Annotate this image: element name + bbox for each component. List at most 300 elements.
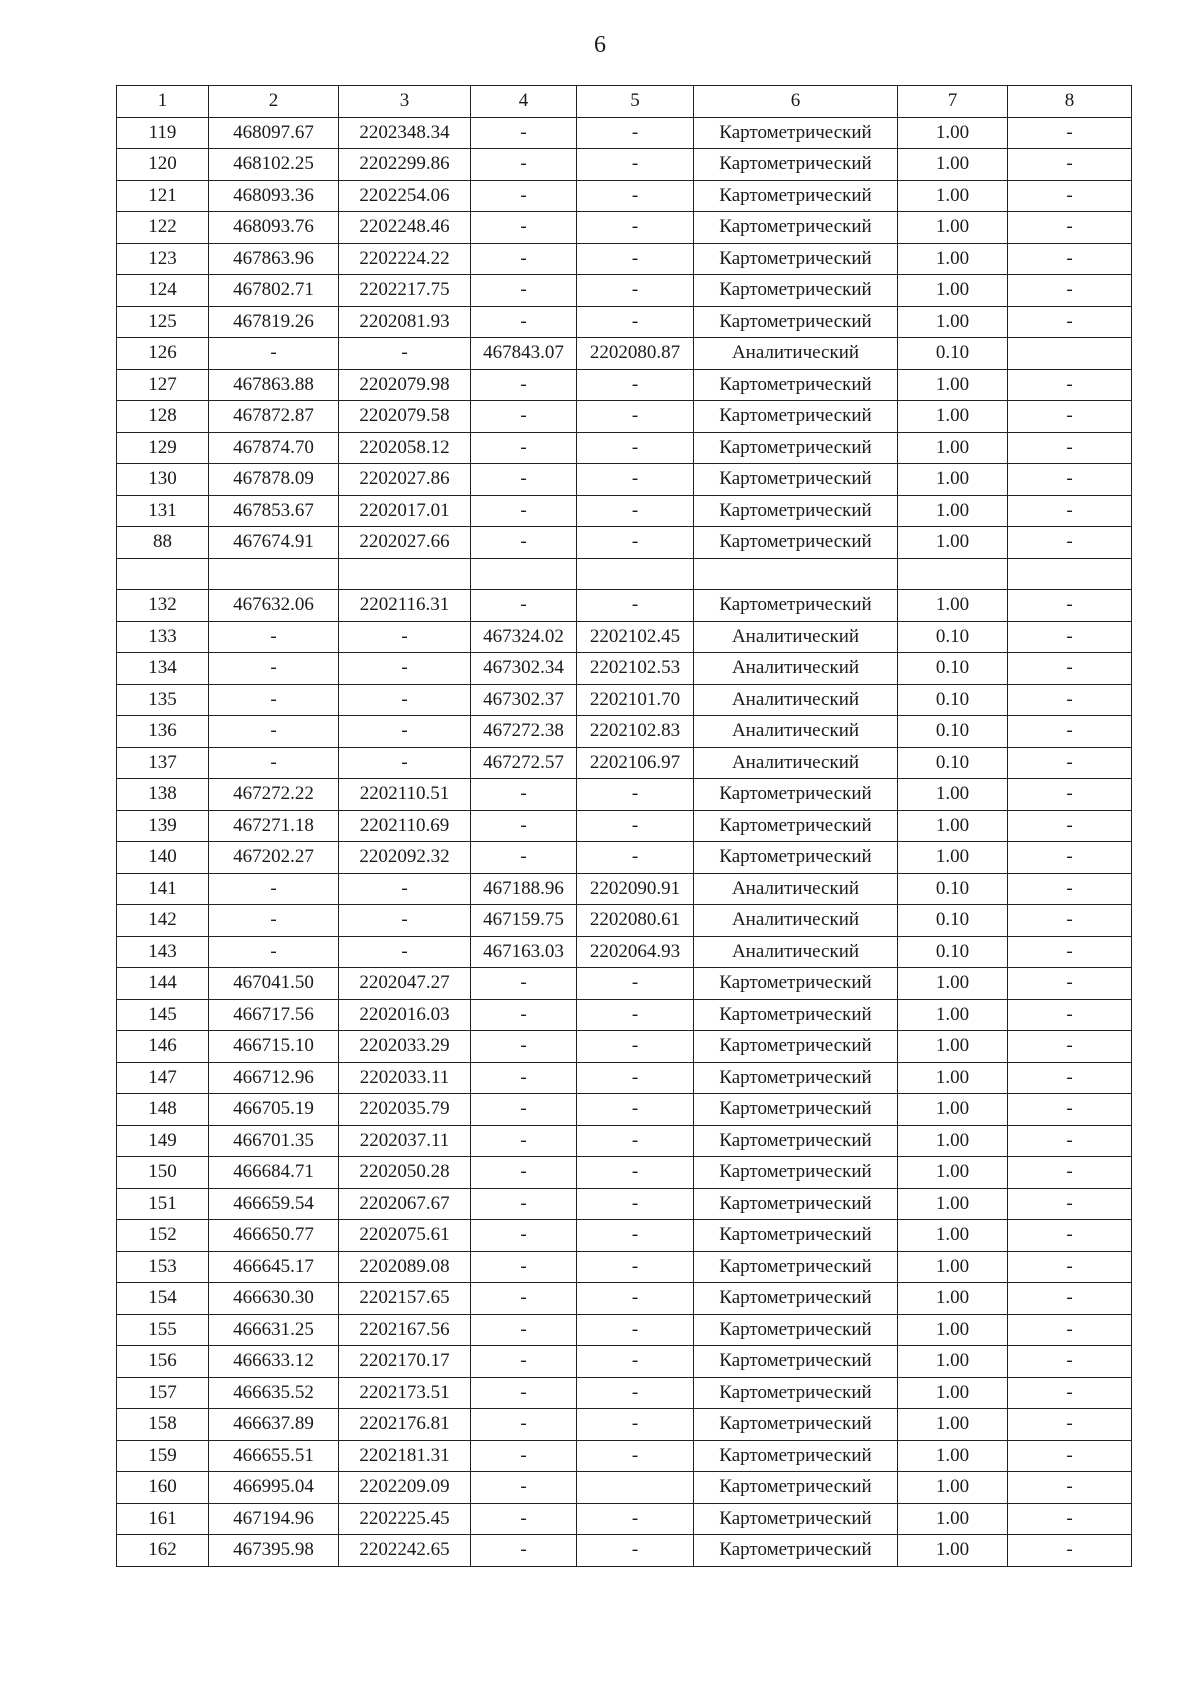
table-cell: Аналитический	[694, 338, 898, 370]
table-cell: -	[577, 1220, 694, 1252]
table-cell: -	[577, 306, 694, 338]
table-cell: 2202248.46	[339, 212, 471, 244]
table-cell: 467632.06	[209, 590, 339, 622]
table-cell: -	[1008, 1346, 1132, 1378]
table-row	[117, 527, 1132, 559]
table-row	[117, 716, 1132, 748]
table-cell: -	[471, 590, 577, 622]
table-cell: 131	[117, 495, 209, 527]
table-cell: Аналитический	[694, 653, 898, 685]
table-cell: 2202047.27	[339, 968, 471, 1000]
table-cell: 126	[117, 338, 209, 370]
table-cell: -	[577, 1503, 694, 1535]
table-cell: 137	[117, 747, 209, 779]
table-cell: 467878.09	[209, 464, 339, 496]
table-cell: 143	[117, 936, 209, 968]
table-cell: 466655.51	[209, 1440, 339, 1472]
table-cell: 466715.10	[209, 1031, 339, 1063]
table-cell: -	[339, 338, 471, 370]
table-cell: 2202102.45	[577, 621, 694, 653]
table-cell: -	[1008, 432, 1132, 464]
table-cell: -	[577, 1094, 694, 1126]
table-cell: -	[339, 684, 471, 716]
table-cell: 152	[117, 1220, 209, 1252]
table-row	[117, 684, 1132, 716]
table-cell: 135	[117, 684, 209, 716]
table-cell: 1.00	[898, 1188, 1008, 1220]
table-cell: Картометрический	[694, 117, 898, 149]
table-cell: -	[339, 747, 471, 779]
table-cell: -	[1008, 905, 1132, 937]
table-cell: Картометрический	[694, 1503, 898, 1535]
table-cell: -	[1008, 527, 1132, 559]
table-row	[117, 1031, 1132, 1063]
table-cell: 1.00	[898, 1062, 1008, 1094]
table-cell	[1008, 338, 1132, 370]
table-row	[117, 779, 1132, 811]
header-cell: 6	[694, 86, 898, 118]
table-cell: Картометрический	[694, 1283, 898, 1315]
table-cell: 0.10	[898, 621, 1008, 653]
table-cell: 2202016.03	[339, 999, 471, 1031]
table-cell: 2202176.81	[339, 1409, 471, 1441]
table-cell: 120	[117, 149, 209, 181]
table-cell: -	[471, 1125, 577, 1157]
table-cell: -	[577, 1377, 694, 1409]
table-cell: -	[471, 842, 577, 874]
table-cell: -	[577, 1314, 694, 1346]
table-cell: Аналитический	[694, 716, 898, 748]
table-cell: -	[1008, 306, 1132, 338]
table-cell: Картометрический	[694, 149, 898, 181]
table-cell: -	[471, 401, 577, 433]
table-cell: -	[577, 275, 694, 307]
table-cell: -	[1008, 1094, 1132, 1126]
table-cell: -	[471, 968, 577, 1000]
table-cell: Картометрический	[694, 1440, 898, 1472]
table-cell: -	[577, 1188, 694, 1220]
table-cell: 467872.87	[209, 401, 339, 433]
table-cell: -	[471, 1062, 577, 1094]
table-cell: 467819.26	[209, 306, 339, 338]
header-cell: 8	[1008, 86, 1132, 118]
table-cell: 1.00	[898, 1377, 1008, 1409]
table-cell: -	[577, 527, 694, 559]
table-cell: -	[209, 338, 339, 370]
table-cell	[577, 558, 694, 590]
table-cell: -	[471, 306, 577, 338]
table-cell: 466717.56	[209, 999, 339, 1031]
table-cell: -	[1008, 1188, 1132, 1220]
table-cell: Картометрический	[694, 1094, 898, 1126]
table-cell: -	[577, 1251, 694, 1283]
table-cell: -	[577, 432, 694, 464]
table-cell: -	[577, 1535, 694, 1567]
table-cell: -	[209, 621, 339, 653]
table-cell: -	[1008, 968, 1132, 1000]
table-cell: 0.10	[898, 747, 1008, 779]
table-cell: 1.00	[898, 1472, 1008, 1504]
table-cell: 466659.54	[209, 1188, 339, 1220]
table-cell: -	[1008, 621, 1132, 653]
table-cell: Картометрический	[694, 1346, 898, 1378]
table-cell: -	[1008, 1472, 1132, 1504]
table-cell: 2202037.11	[339, 1125, 471, 1157]
table-cell: 149	[117, 1125, 209, 1157]
table-cell: 2202080.61	[577, 905, 694, 937]
table-cell: 467041.50	[209, 968, 339, 1000]
table-cell: 2202027.86	[339, 464, 471, 496]
table-cell: 2202050.28	[339, 1157, 471, 1189]
table-cell: -	[471, 1535, 577, 1567]
table-cell: 2202225.45	[339, 1503, 471, 1535]
table-cell: -	[1008, 117, 1132, 149]
table-cell: -	[471, 1157, 577, 1189]
table-cell: 160	[117, 1472, 209, 1504]
table-cell: -	[1008, 243, 1132, 275]
table-cell: 466645.17	[209, 1251, 339, 1283]
header-cell: 3	[339, 86, 471, 118]
table-cell: 1.00	[898, 590, 1008, 622]
table-cell	[898, 558, 1008, 590]
table-cell: -	[1008, 1535, 1132, 1567]
table-row	[117, 401, 1132, 433]
table-row	[117, 1094, 1132, 1126]
table-cell: 128	[117, 401, 209, 433]
table-cell: -	[577, 1157, 694, 1189]
table-cell: 467395.98	[209, 1535, 339, 1567]
table-cell: 467194.96	[209, 1503, 339, 1535]
table-cell	[471, 558, 577, 590]
table-cell: -	[471, 1377, 577, 1409]
table-cell: 162	[117, 1535, 209, 1567]
table-cell: 1.00	[898, 842, 1008, 874]
table-cell: -	[1008, 1062, 1132, 1094]
table-cell: -	[577, 1409, 694, 1441]
table-cell: Картометрический	[694, 999, 898, 1031]
table-cell: 121	[117, 180, 209, 212]
table-cell: -	[1008, 1503, 1132, 1535]
table-cell: -	[1008, 1409, 1132, 1441]
table-cell: 148	[117, 1094, 209, 1126]
table-cell: 141	[117, 873, 209, 905]
table-cell: -	[471, 1346, 577, 1378]
table-cell: 136	[117, 716, 209, 748]
table-cell: -	[1008, 716, 1132, 748]
table-cell: 1.00	[898, 1094, 1008, 1126]
table-cell: 2202102.83	[577, 716, 694, 748]
table-cell: 155	[117, 1314, 209, 1346]
table-cell: 125	[117, 306, 209, 338]
page-number: 6	[594, 32, 606, 58]
table-cell: 467874.70	[209, 432, 339, 464]
table-cell: 2202035.79	[339, 1094, 471, 1126]
table-cell: Картометрический	[694, 432, 898, 464]
table-cell: 154	[117, 1283, 209, 1315]
table-row	[117, 117, 1132, 149]
table-row	[117, 212, 1132, 244]
header-cell: 4	[471, 86, 577, 118]
table-cell: 2202116.31	[339, 590, 471, 622]
table-row	[117, 464, 1132, 496]
table-cell: -	[471, 495, 577, 527]
table-cell: -	[339, 905, 471, 937]
table-cell: -	[1008, 1157, 1132, 1189]
table-cell: 129	[117, 432, 209, 464]
table-cell: Картометрический	[694, 1409, 898, 1441]
table-row	[117, 1472, 1132, 1504]
table-cell: -	[1008, 180, 1132, 212]
table-cell: 2202106.97	[577, 747, 694, 779]
table-cell: Картометрический	[694, 1125, 898, 1157]
table-cell: 0.10	[898, 653, 1008, 685]
table-cell: 1.00	[898, 149, 1008, 181]
table-cell: 2202254.06	[339, 180, 471, 212]
table-cell: 467272.57	[471, 747, 577, 779]
table-cell: 467272.22	[209, 779, 339, 811]
table-row	[117, 873, 1132, 905]
table-cell: -	[577, 842, 694, 874]
table-cell: 153	[117, 1251, 209, 1283]
table-cell: 122	[117, 212, 209, 244]
table-cell: Аналитический	[694, 684, 898, 716]
table-cell: -	[1008, 810, 1132, 842]
table-cell: -	[471, 1472, 577, 1504]
table-row	[117, 306, 1132, 338]
table-cell: 467802.71	[209, 275, 339, 307]
table-cell: 1.00	[898, 779, 1008, 811]
table-cell: 1.00	[898, 275, 1008, 307]
table-cell: -	[209, 653, 339, 685]
table-cell: 1.00	[898, 1346, 1008, 1378]
table-cell: 2202102.53	[577, 653, 694, 685]
table-cell: -	[339, 621, 471, 653]
table-cell: 467843.07	[471, 338, 577, 370]
table-cell: 466633.12	[209, 1346, 339, 1378]
table-cell: 1.00	[898, 306, 1008, 338]
table-cell: 466684.71	[209, 1157, 339, 1189]
table-cell: -	[471, 1094, 577, 1126]
table-row	[117, 1062, 1132, 1094]
header-cell: 2	[209, 86, 339, 118]
table-cell: 2202033.11	[339, 1062, 471, 1094]
table-cell: Картометрический	[694, 1157, 898, 1189]
table-cell: 466637.89	[209, 1409, 339, 1441]
table-cell	[1008, 558, 1132, 590]
table-cell: 146	[117, 1031, 209, 1063]
table-cell: Картометрический	[694, 1314, 898, 1346]
table-cell: Картометрический	[694, 527, 898, 559]
table-cell: 2202090.91	[577, 873, 694, 905]
table-cell: 2202067.67	[339, 1188, 471, 1220]
table-row	[117, 1283, 1132, 1315]
table-cell: -	[577, 1062, 694, 1094]
table-cell: 0.10	[898, 338, 1008, 370]
table-cell: 124	[117, 275, 209, 307]
table-cell: Картометрический	[694, 590, 898, 622]
table-cell: 161	[117, 1503, 209, 1535]
table-cell: 2202081.93	[339, 306, 471, 338]
table-cell: Картометрический	[694, 1535, 898, 1567]
table-cell: Картометрический	[694, 1031, 898, 1063]
table-cell: 1.00	[898, 810, 1008, 842]
table-cell: -	[1008, 1220, 1132, 1252]
table-cell: -	[577, 999, 694, 1031]
table-cell: 467271.18	[209, 810, 339, 842]
table-cell: 468093.76	[209, 212, 339, 244]
table-cell: Картометрический	[694, 369, 898, 401]
table-row	[117, 1377, 1132, 1409]
table-row	[117, 1503, 1132, 1535]
table-cell: 466701.35	[209, 1125, 339, 1157]
table-cell	[577, 1472, 694, 1504]
table-cell: Картометрический	[694, 1251, 898, 1283]
table-cell: -	[577, 1125, 694, 1157]
table-cell: -	[471, 779, 577, 811]
table-cell: 157	[117, 1377, 209, 1409]
table-cell: -	[577, 495, 694, 527]
table-cell: 2202110.69	[339, 810, 471, 842]
table-cell: 2202224.22	[339, 243, 471, 275]
table-cell: 467324.02	[471, 621, 577, 653]
table-cell: 130	[117, 464, 209, 496]
table-cell: 2202075.61	[339, 1220, 471, 1252]
table-cell: 2202217.75	[339, 275, 471, 307]
table-header-row	[117, 86, 1132, 118]
table-cell: -	[209, 873, 339, 905]
table-cell: Картометрический	[694, 180, 898, 212]
table-cell: 2202181.31	[339, 1440, 471, 1472]
table-cell: 467188.96	[471, 873, 577, 905]
table-cell: Картометрический	[694, 212, 898, 244]
table-cell: Картометрический	[694, 306, 898, 338]
table-cell: -	[209, 747, 339, 779]
table-cell: 466712.96	[209, 1062, 339, 1094]
table-row	[117, 1535, 1132, 1567]
table-cell: 134	[117, 653, 209, 685]
table-cell: 466630.30	[209, 1283, 339, 1315]
table-cell: Картометрический	[694, 243, 898, 275]
table-cell: -	[471, 275, 577, 307]
table-cell: 147	[117, 1062, 209, 1094]
table-cell: 2202209.09	[339, 1472, 471, 1504]
table-cell: 1.00	[898, 1031, 1008, 1063]
table-row	[117, 338, 1132, 370]
table-cell: -	[1008, 590, 1132, 622]
table-cell: -	[339, 873, 471, 905]
table-cell: 2202080.87	[577, 338, 694, 370]
table-cell: -	[577, 1346, 694, 1378]
table-cell: 145	[117, 999, 209, 1031]
table-cell: 2202058.12	[339, 432, 471, 464]
table-row	[117, 1409, 1132, 1441]
table-cell: 138	[117, 779, 209, 811]
table-cell: -	[577, 810, 694, 842]
table-row	[117, 590, 1132, 622]
table-row	[117, 842, 1132, 874]
table-cell	[694, 558, 898, 590]
table-cell: -	[471, 1314, 577, 1346]
table-row	[117, 621, 1132, 653]
table-cell: 467853.67	[209, 495, 339, 527]
table-cell: Картометрический	[694, 1377, 898, 1409]
table-cell: -	[209, 716, 339, 748]
table-cell: Картометрический	[694, 1472, 898, 1504]
table-cell: 2202092.32	[339, 842, 471, 874]
table-cell: 0.10	[898, 936, 1008, 968]
header-cell: 7	[898, 86, 1008, 118]
table-cell: -	[471, 1440, 577, 1472]
table-cell: -	[339, 716, 471, 748]
header-cell: 1	[117, 86, 209, 118]
table-cell: 467863.96	[209, 243, 339, 275]
table-cell: 467863.88	[209, 369, 339, 401]
table-cell: Аналитический	[694, 936, 898, 968]
table-cell: -	[471, 527, 577, 559]
table-row	[117, 1125, 1132, 1157]
table-cell: 0.10	[898, 684, 1008, 716]
table-cell: 0.10	[898, 873, 1008, 905]
table-cell: -	[577, 149, 694, 181]
table-cell: 1.00	[898, 999, 1008, 1031]
table-cell: 2202079.58	[339, 401, 471, 433]
table-cell: 1.00	[898, 1283, 1008, 1315]
table-cell: 2202242.65	[339, 1535, 471, 1567]
table-cell: -	[471, 369, 577, 401]
table-cell: 156	[117, 1346, 209, 1378]
table-cell: 467302.34	[471, 653, 577, 685]
table-cell: -	[471, 1251, 577, 1283]
table-cell: -	[577, 369, 694, 401]
table-cell: Аналитический	[694, 621, 898, 653]
table-cell: 2202299.86	[339, 149, 471, 181]
table-cell: 1.00	[898, 1503, 1008, 1535]
table-cell: -	[209, 684, 339, 716]
table-cell: 466631.25	[209, 1314, 339, 1346]
table-cell: 1.00	[898, 1220, 1008, 1252]
table-cell: 133	[117, 621, 209, 653]
table-cell: -	[1008, 936, 1132, 968]
table-row	[117, 1440, 1132, 1472]
table-cell: 1.00	[898, 464, 1008, 496]
table-row	[117, 1188, 1132, 1220]
table-cell: -	[1008, 1283, 1132, 1315]
table-cell: 139	[117, 810, 209, 842]
table-cell: Картометрический	[694, 968, 898, 1000]
table-cell: -	[339, 936, 471, 968]
table-cell: 2202167.56	[339, 1314, 471, 1346]
table-cell: -	[1008, 149, 1132, 181]
table-row	[117, 936, 1132, 968]
table-cell: -	[471, 1503, 577, 1535]
table-cell: 1.00	[898, 1125, 1008, 1157]
table-cell: -	[471, 1220, 577, 1252]
table-row	[117, 275, 1132, 307]
table-cell: 2202064.93	[577, 936, 694, 968]
table-cell: Картометрический	[694, 464, 898, 496]
table-cell: -	[1008, 999, 1132, 1031]
table-cell: 467163.03	[471, 936, 577, 968]
table-cell: -	[577, 117, 694, 149]
table-row	[117, 243, 1132, 275]
table-cell: 467302.37	[471, 684, 577, 716]
table-cell: Картометрический	[694, 779, 898, 811]
table-cell: 468093.36	[209, 180, 339, 212]
table-cell: -	[471, 999, 577, 1031]
table-cell: 1.00	[898, 1409, 1008, 1441]
table-cell: 1.00	[898, 1157, 1008, 1189]
table-cell: -	[471, 464, 577, 496]
